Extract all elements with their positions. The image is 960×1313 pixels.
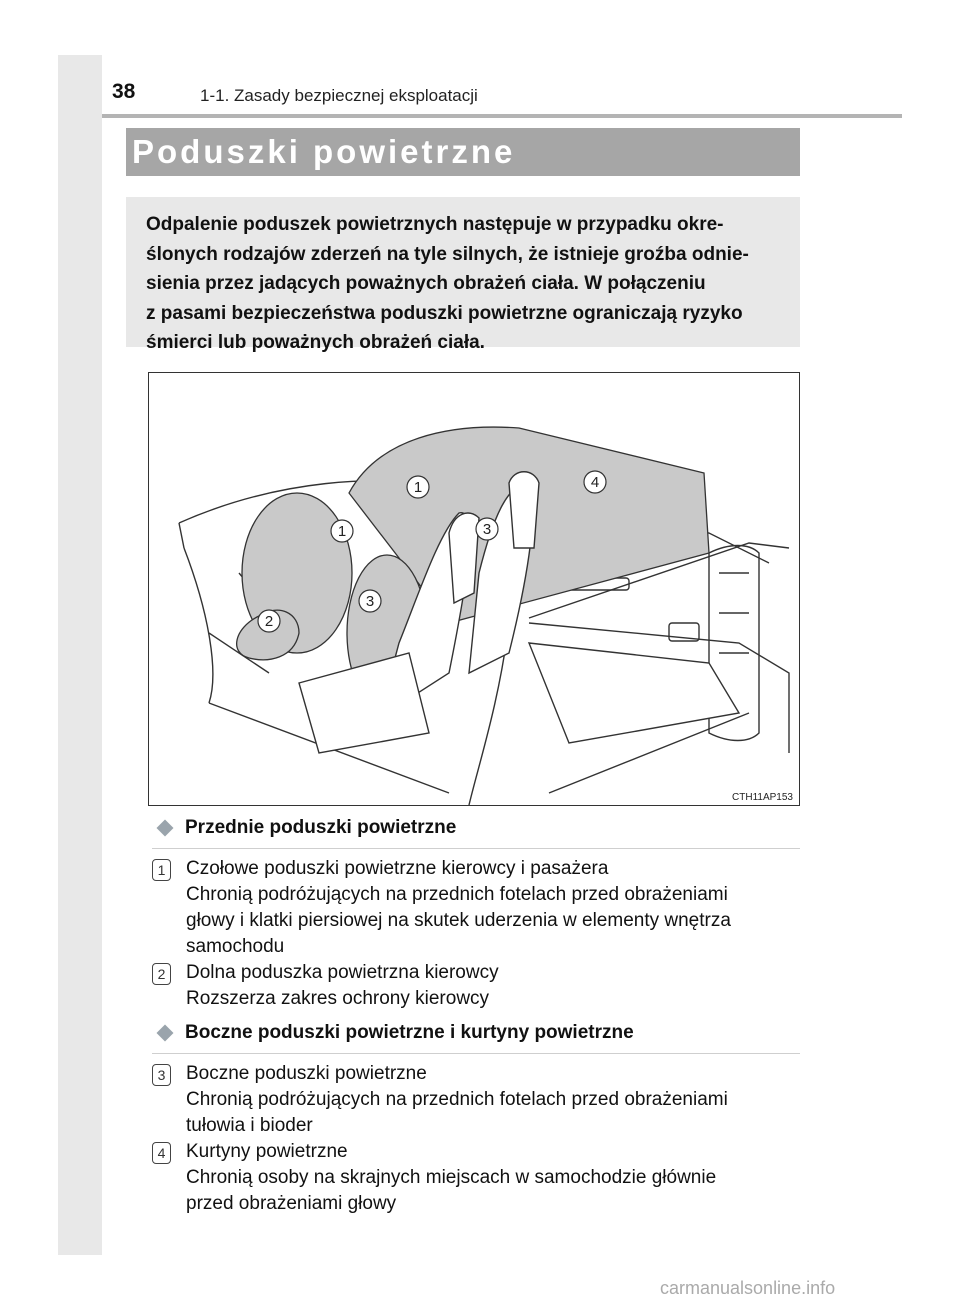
callout-label: 3	[365, 593, 375, 610]
item-description	[152, 882, 800, 960]
side-tab-bar	[58, 55, 102, 1255]
section-header-title: 1-1. Zasady bezpiecznej eksploatacji	[200, 86, 478, 105]
callout-label: 1	[413, 479, 423, 496]
intro-line: śmierci lub poważnych obrażeń ciała.	[146, 332, 485, 353]
item-description	[152, 986, 800, 1012]
desc-line: Chronią podróżujących na przednich fotelach przed obrażeniami	[186, 884, 728, 905]
item-number-badge: 2	[152, 963, 171, 985]
item-number-badge: 1	[152, 859, 171, 881]
desc-line: Chronią podróżujących na przednich fotelach przed obrażeniami	[186, 1089, 728, 1110]
list-item	[152, 1139, 800, 1217]
diamond-bullet-icon	[157, 820, 174, 837]
item-number-badge: 4	[152, 1142, 171, 1164]
desc-line: samochodu	[186, 936, 285, 957]
airbag-illustration	[148, 372, 800, 806]
item-description	[152, 1165, 800, 1217]
section-divider	[152, 1053, 800, 1054]
header-divider	[102, 114, 902, 118]
item-title: Boczne poduszki powietrzne	[186, 1063, 427, 1084]
section-heading-side-airbags	[155, 1022, 634, 1044]
diamond-bullet-icon	[157, 1025, 174, 1042]
page-title: Poduszki powietrzne	[126, 128, 800, 176]
car-interior-drawing	[149, 373, 799, 805]
item-description	[152, 1087, 800, 1139]
desc-line: Rozszerza zakres ochrony kierowcy	[186, 988, 490, 1009]
callout-label: 2	[264, 613, 274, 630]
figure-code: CTH11AP153	[732, 792, 793, 803]
intro-line: z pasami bezpieczeństwa poduszki powietrzne ograniczają ryzyko	[146, 302, 743, 324]
list-item	[152, 960, 800, 1012]
intro-box	[126, 197, 800, 353]
section-heading-text: Boczne poduszki powietrzne i kurtyny powietrzne	[185, 1022, 634, 1043]
intro-line: ślonych rodzajów zderzeń na tyle silnych, że istnieje groźba odnie-	[146, 243, 749, 265]
list-item	[152, 856, 800, 960]
intro-line: sienia przez jadących poważnych obrażeń ciała. W połączeniu	[146, 273, 706, 294]
item-title: Czołowe poduszki powietrzne kierowcy i pasażera	[186, 858, 609, 879]
section-divider	[152, 848, 800, 849]
callout-label: 3	[482, 521, 492, 538]
list-item	[152, 1061, 800, 1139]
item-number-badge: 3	[152, 1064, 171, 1086]
section-heading-text: Przednie poduszki powietrzne	[185, 817, 457, 838]
callout-label: 4	[590, 474, 600, 491]
item-title: Kurtyny powietrzne	[186, 1141, 348, 1162]
callout-label: 1	[337, 523, 347, 540]
desc-line: Chronią osoby na skrajnych miejscach w samochodzie głównie	[186, 1167, 717, 1188]
watermark: carmanualsonline.info	[660, 1278, 836, 1298]
page-number: 38	[112, 80, 136, 103]
desc-line: przed obrażeniami głowy	[186, 1193, 397, 1214]
desc-line: głowy i klatki piersiowej na skutek uderzenia w elementy wnętrza	[186, 910, 731, 931]
item-title: Dolna poduszka powietrzna kierowcy	[186, 962, 499, 983]
intro-line: Odpalenie poduszek powietrznych następuje w przypadku okre-	[146, 214, 724, 235]
desc-line: tułowia i bioder	[186, 1115, 313, 1136]
section-heading-front-airbags	[155, 817, 456, 839]
